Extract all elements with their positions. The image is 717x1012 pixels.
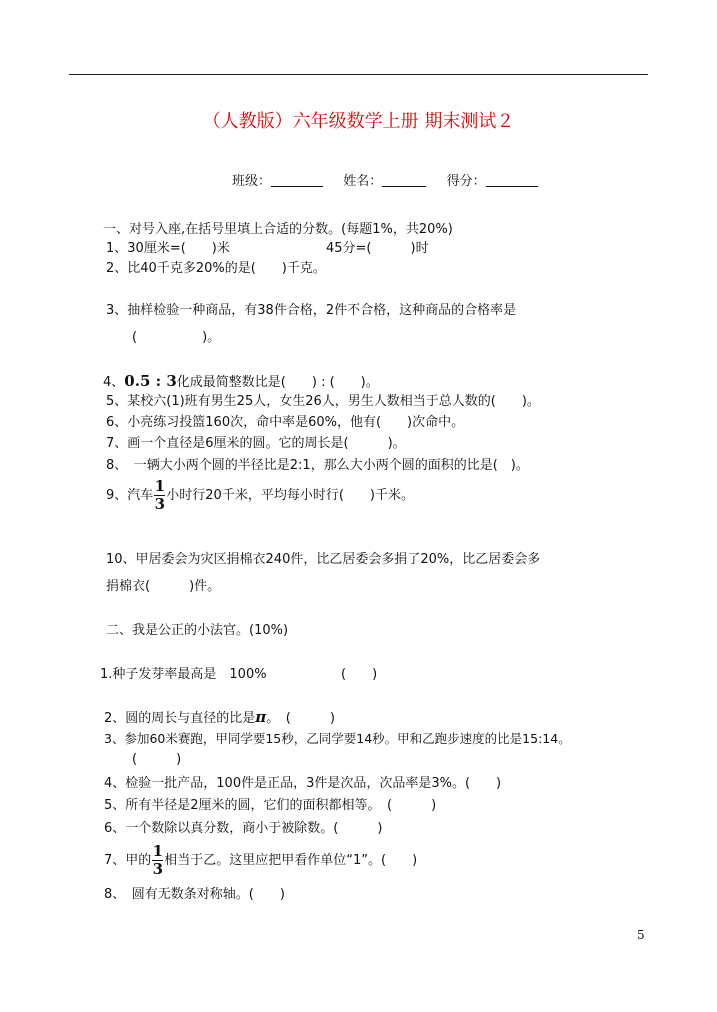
page-number: 5 [637, 928, 645, 942]
s1-question-8: 8、 一辆大小两个圆的半径比是2:1，那么大小两个圆的面积的比是( )。 [106, 458, 529, 473]
s1-question-1a: 1、30厘米=( )米 [106, 241, 230, 256]
page-title: （人教版）六年级数学上册 期末测试２ [202, 111, 515, 132]
s1-question-5: 5、某校六(1)班有男生25人，女生26人，男生人数相当于总人数的( )。 [106, 394, 540, 409]
s2-q2-prefix: 2、圆的周长与直径的比是 [104, 711, 256, 726]
s2-question-5: 5、所有半径是2厘米的圆，它们的面积都相等。 ( ) [104, 798, 437, 813]
pi-symbol: π [255, 708, 267, 726]
s1-question-4 [103, 372, 379, 392]
section1-heading: 一、对号入座,在括号里填上合适的分数。(每题1%，共20%) [103, 222, 453, 237]
s2-q7-prefix: 7、甲的 [104, 853, 152, 868]
s2-question-3: 3、参加60米赛跑，甲同学要15秒，乙同学要14秒。甲和乙跑步速度的比是15:14。 [104, 731, 571, 746]
fraction-numerator: 1 [154, 477, 165, 495]
s2-q2-suffix: 。 ( ) [266, 711, 335, 726]
s1-q9-suffix: 小时行20千米，平均每小时行( )千米。 [166, 488, 414, 503]
s1-question-9 [106, 478, 414, 514]
fraction-one-third [154, 479, 165, 512]
class-blank[interactable] [271, 172, 323, 187]
student-info-line [232, 172, 538, 191]
name-label: 姓名： [343, 174, 383, 189]
s1-question-7: 7、画一个直径是6厘米的圆。它的周长是( )。 [106, 436, 406, 451]
s2-q7-suffix: 相当于乙。这里应把甲看作单位“1”。( ) [164, 853, 418, 868]
s1-q4-prefix: 4、 [103, 375, 125, 390]
fraction-denominator: 3 [154, 495, 165, 513]
s1-q4-suffix: 化成最简整数比是( ) : ( )。 [176, 375, 379, 390]
s1-question-10: 10、甲居委会为灾区捐棉衣240件，比乙居委会多捐了20%，比乙居委会多 [106, 552, 541, 567]
s2-question-4: 4、检验一批产品，100件是正品，3件是次品，次品率是3%。( ) [104, 776, 502, 791]
class-label: 班级： [232, 174, 272, 189]
fraction-denominator: 3 [152, 860, 163, 878]
s2-question-7 [104, 843, 417, 879]
s1-question-10-continued: 捐棉衣( )件。 [106, 579, 221, 594]
fraction-numerator: 1 [152, 842, 163, 860]
s2-question-3-continued: ( ) [132, 752, 182, 767]
s2-question-8: 8、 圆有无数条对称轴。( ) [104, 887, 285, 902]
s1-question-6: 6、小亮练习投篮160次，命中率是60%，他有( )次命中。 [106, 415, 465, 430]
s2-question-1a: 1.种子发芽率最高是 100% [100, 667, 267, 682]
s2-question-6: 6、一个数除以真分数，商小于被除数。( ) [104, 821, 383, 836]
s1-question-3-continued: ( )。 [132, 330, 221, 345]
s1-q9-prefix: 9、汽车 [106, 488, 154, 503]
score-label: 得分： [446, 174, 486, 189]
section2-heading: 二、我是公正的小法官。(10%) [106, 623, 289, 638]
fraction-one-third [152, 844, 163, 877]
score-blank[interactable] [486, 172, 538, 187]
s1-question-3: 3、抽样检验一种商品，有38件合格，2件不合格，这种商品的合格率是 [106, 303, 517, 318]
s1-question-1b: 45分=( )时 [326, 241, 429, 256]
s1-question-2: 2、比40千克多20%的是( )千克。 [106, 261, 326, 276]
header-rule [69, 74, 648, 75]
name-blank[interactable] [382, 172, 426, 187]
s2-question-1b: ( ) [341, 667, 378, 682]
s2-question-2 [104, 708, 335, 728]
s1-q4-ratio: 0.5 : 3 [124, 372, 177, 390]
